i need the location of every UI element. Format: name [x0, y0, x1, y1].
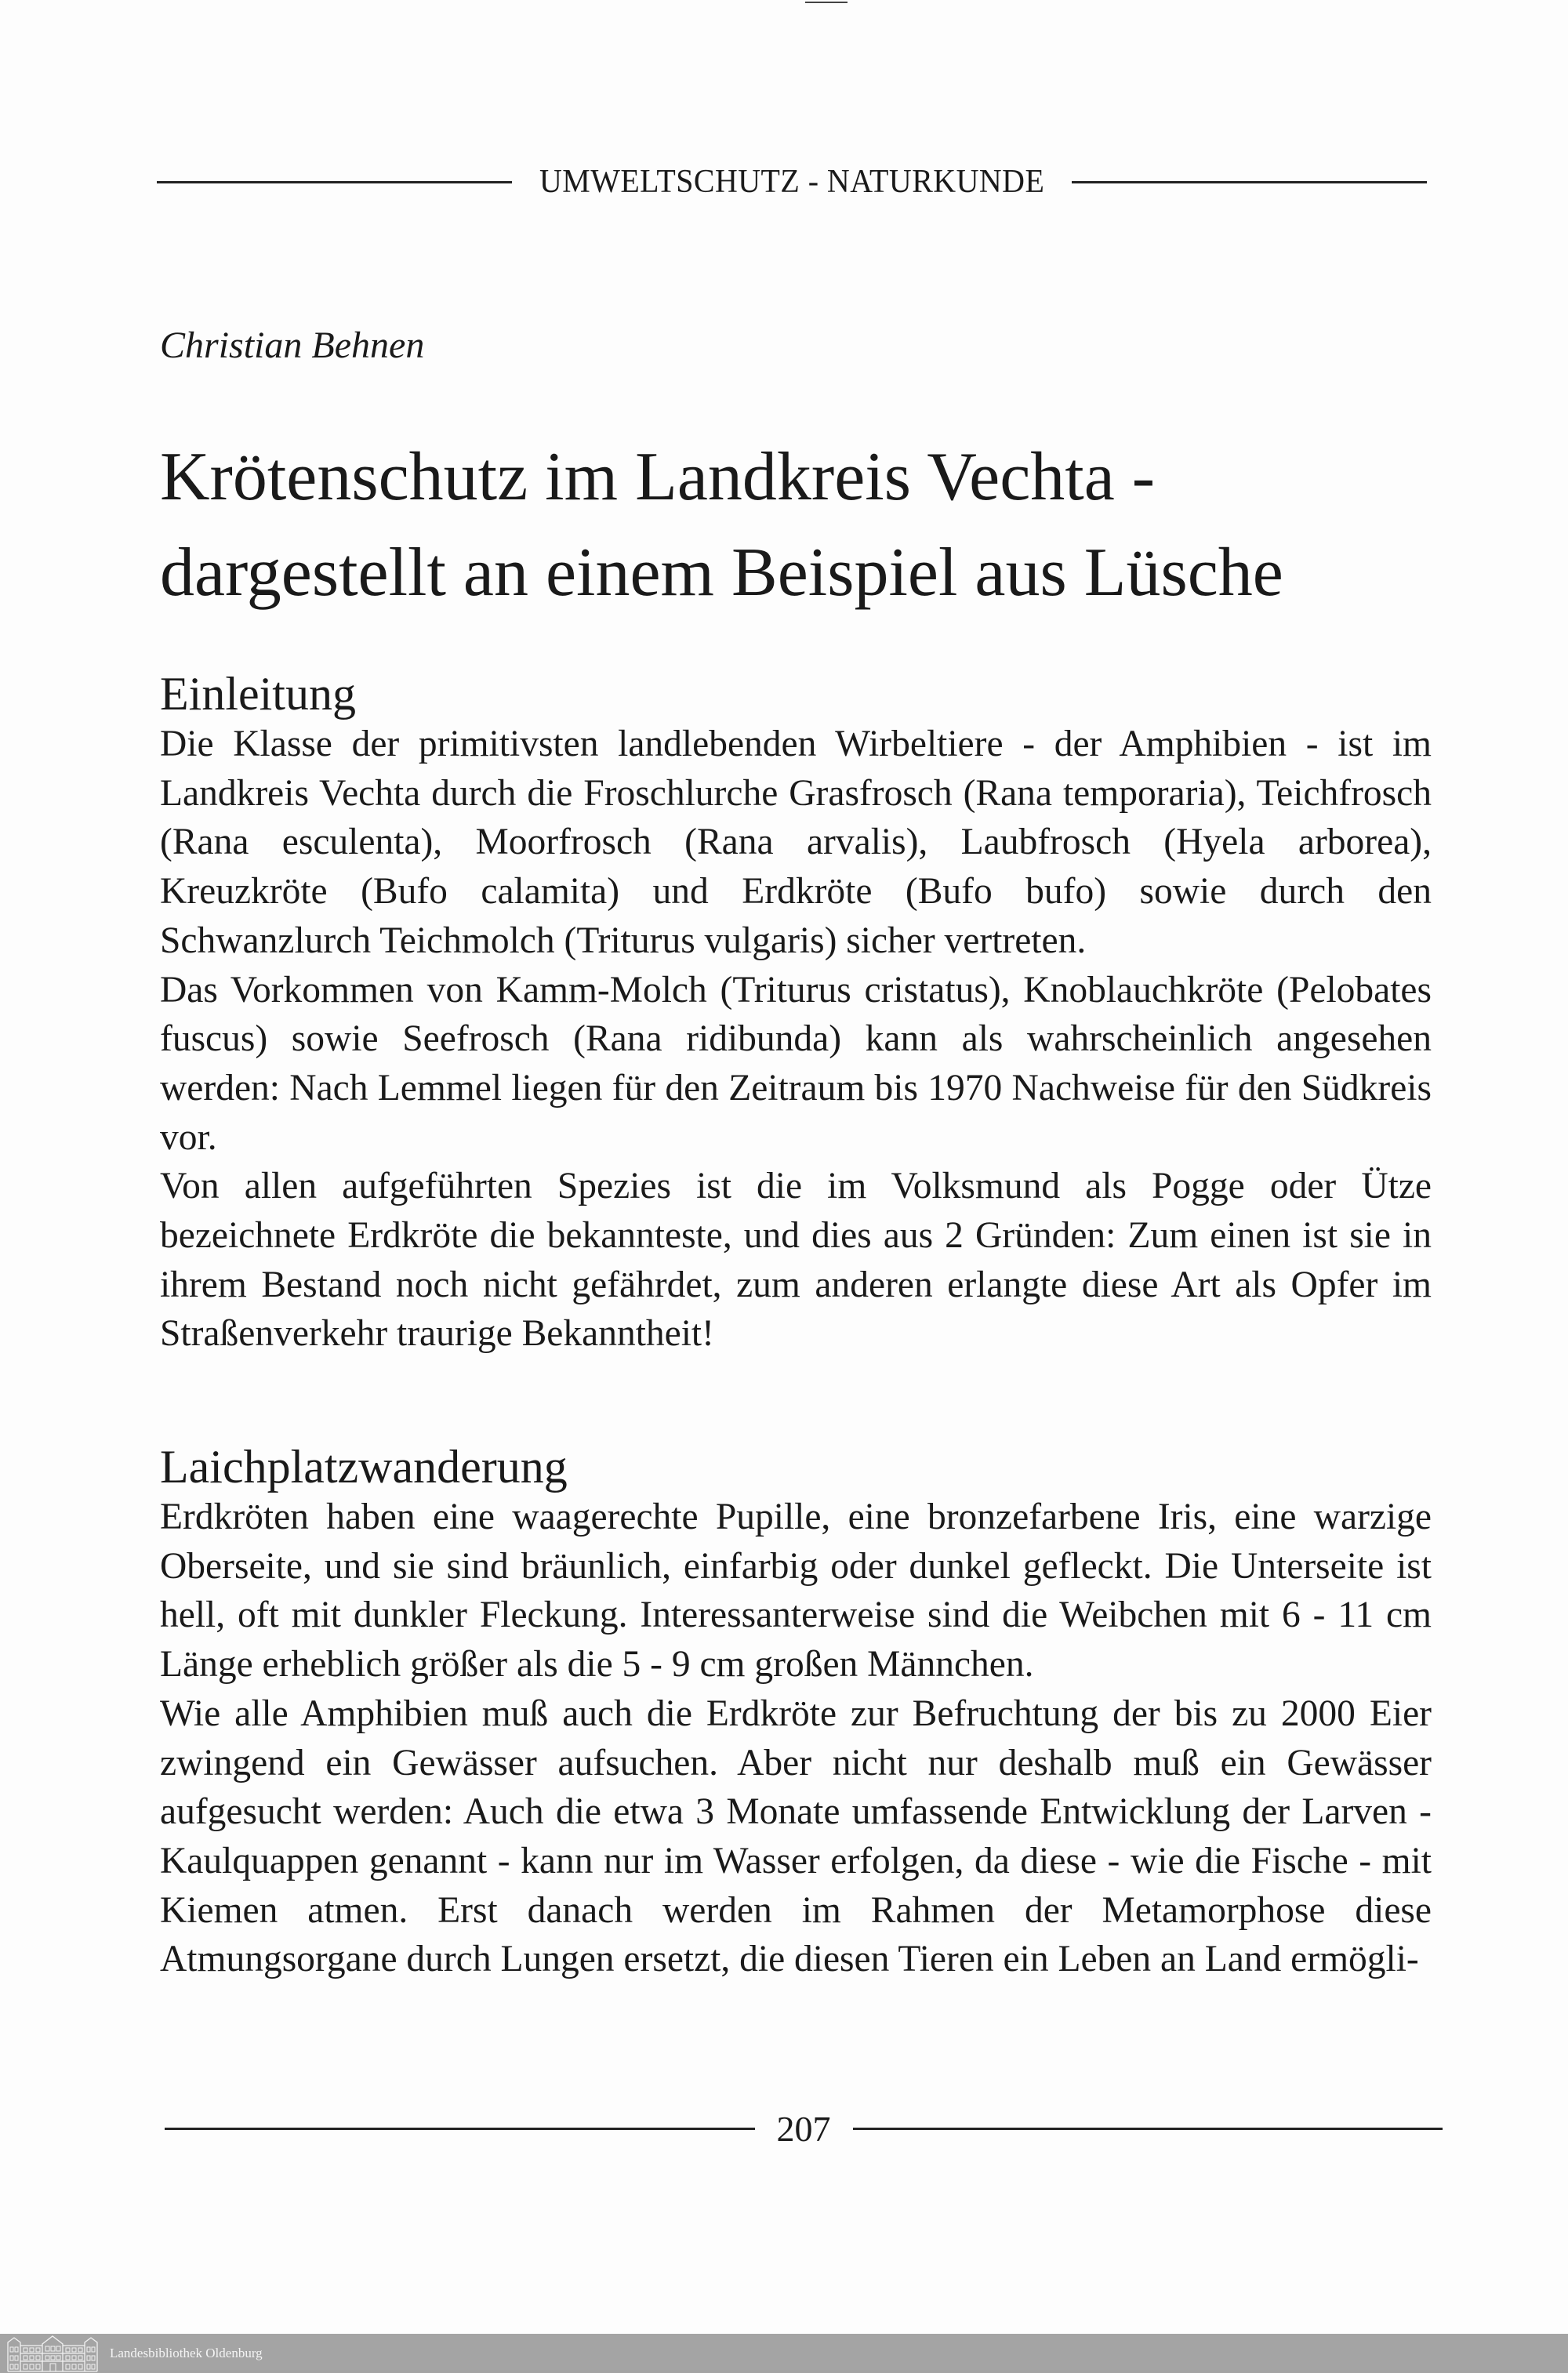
article-title	[160, 430, 1446, 621]
page-folio	[165, 2109, 1443, 2148]
author-name: Christian Behnen	[160, 325, 425, 366]
running-head-rule-right	[1072, 181, 1427, 183]
paragraph: Von allen aufgeführten Spezies ist die im Volksmund als Pogge oder Ütze bezeichnete Erdkröte die bekannteste, und dies aus 2 Gründen: Zum einen ist sie in ihrem Bestand noch nicht gefährdet, zum anderen erlangte diese Art als Opfer im Straßenverkehr traurige Bekanntheit!	[160, 1166, 1432, 1355]
library-building-icon	[6, 2335, 99, 2372]
section-einleitung	[160, 668, 1432, 1359]
paragraph: Die Klasse der primitivsten landlebenden Wirbeltiere - der Amphibien - ist im Landkreis Vechta durch die Froschlurche Grasfrosch (Rana temporaria), Teichfrosch (Rana esculenta), Moorfrosch (Rana arvalis), Laubfrosch (Hyela arborea), Kreuzkröte (Bufo calamita) und Erdkröte (Bufo bufo) sowie durch den Schwanzlurch Teichmolch (Triturus vulgaris) sicher vertreten.	[160, 724, 1432, 961]
paragraph: Wie alle Amphibien muß auch die Erdkröte zur Befruchtung der bis zu 2000 Eier zwingend ein Gewässer aufsuchen. Aber nicht nur deshalb muß ein Gewässer aufgesucht werden: Auch die etwa 3 Monate umfassende Entwicklung der Larven - Kaulquappen genannt - kann nur im Wasser erfolgen, da diese - wie die Fische - mit Kiemen atmen. Erst danach werden im Rahmen der Metamorphose diese Atmungsorgane durch Lungen ersetzt, die diesen Tieren ein Leben an Land ermögli-	[160, 1693, 1432, 1980]
section-heading: Einleitung	[160, 668, 356, 720]
folio-rule-left	[165, 2128, 755, 2130]
section-laichplatzwanderung	[160, 1441, 1432, 1984]
title-line-2: dargestellt an einem Beispiel aus Lüsche	[160, 535, 1283, 611]
running-head	[157, 162, 1427, 201]
library-name: Landesbibliothek Oldenburg	[110, 2346, 263, 2360]
section-heading: Laichplatzwanderung	[160, 1441, 568, 1493]
library-footer-bar	[0, 2334, 1568, 2373]
page-number: 207	[776, 2108, 831, 2149]
paragraph: Erdkröten haben eine waagerechte Pupille, eine bronzefarbene Iris, eine warzige Oberseite, und sie sind bräunlich, einfarbig oder dunkel gefleckt. Die Unterseite ist hell, oft mit dunkler Fleckung. Interessanterweise sind die Weibchen mit 6 - 11 cm Länge erheblich größer als die 5 - 9 cm großen Männchen.	[160, 1497, 1432, 1685]
paragraph: Das Vorkommen von Kamm-Molch (Triturus cristatus), Knoblauchkröte (Pelobates fuscus) sowie Seefrosch (Rana ridibunda) kann als wahrscheinlich angesehen werden: Nach Lemmel liegen für den Zeitraum bis 1970 Nachweise für den Südkreis vor.	[160, 969, 1432, 1158]
title-line-1: Krötenschutz im Landkreis Vechta -	[160, 439, 1156, 515]
running-head-rule-left	[157, 181, 512, 183]
scan-artifact-mark	[805, 2, 848, 3]
running-head-label: UMWELTSCHUTZ - NATURKUNDE	[539, 164, 1045, 200]
folio-rule-right	[853, 2128, 1443, 2130]
